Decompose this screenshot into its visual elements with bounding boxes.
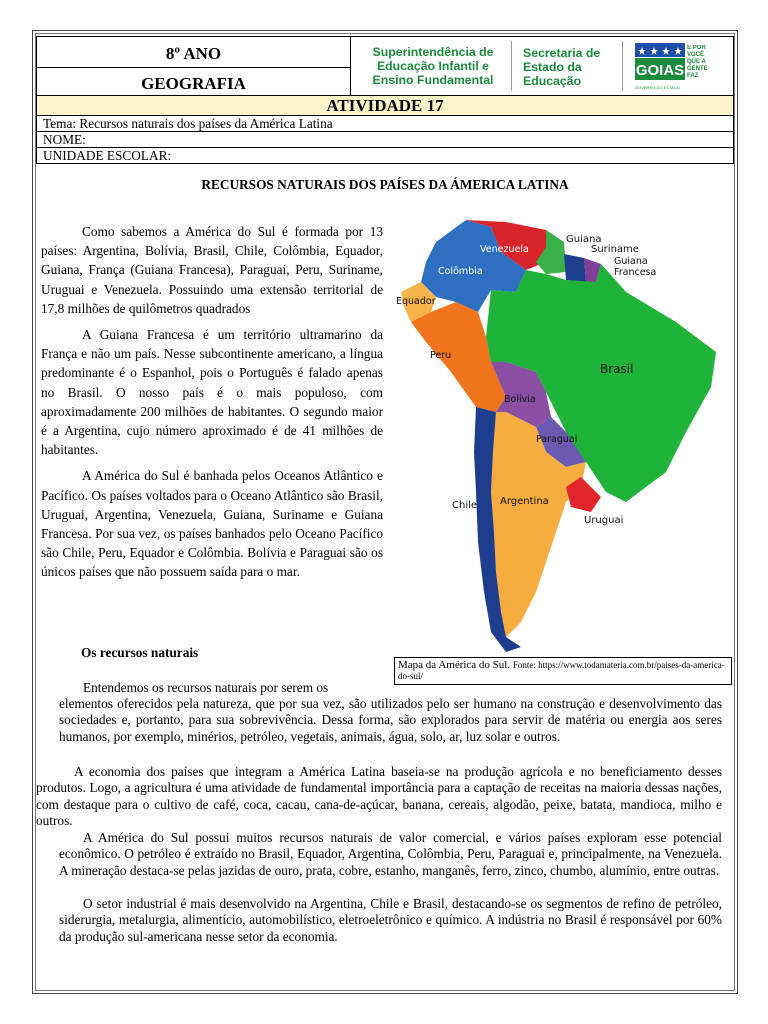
goias-sub: GOVERNO DO ESTADO bbox=[635, 85, 680, 90]
goias-slogan: É POR VOCÊ QUE A GENTE FAZ bbox=[687, 45, 708, 79]
map-label-paraguai: Paraguai bbox=[536, 434, 578, 445]
map-label-guiana: Guiana bbox=[566, 234, 602, 245]
goias-wordmark: GOIAS bbox=[635, 62, 685, 79]
paragraph-6: A América do Sul possui muitos recursos naturais de valor comercial, e vários países exploram esse potencial econômico. O petróleo é extraído no Brasil, Equador, Argentina, Colômbia, Peru, Paraguai e, principalmente, na Venezuela. A mineração destaca-se pelas jazidas de ouro, prata, cobre, estanho, manganês, ferro, zinco, chumbo, alumínio, entre outras. bbox=[59, 830, 722, 878]
map-label-equador: Equador bbox=[396, 296, 436, 307]
intro-column bbox=[41, 222, 383, 582]
document-title: RECURSOS NATURAIS DOS PAÍSES DA ÁMERICA LATINA bbox=[201, 177, 569, 192]
map-caption bbox=[394, 657, 732, 685]
map-label-bolivia: Bolívia bbox=[504, 394, 536, 405]
map-region-suriname bbox=[564, 254, 586, 282]
goias-logo bbox=[633, 41, 713, 93]
grade-label: 8º ANO bbox=[165, 44, 222, 63]
logo-separator bbox=[511, 41, 512, 91]
map-label-guiana-francesa-1: Guiana bbox=[614, 256, 648, 267]
paragraph-3: A América do Sul é banhada pelos Oceanos Atlântico e Pacífico. Os países voltados para o Oceano Atlântico são Brasil, Uruguai, Argentina, Venezuela, Guiana, Suriname e Guiana Francesa. Por sua vez, os países banhados pelo Oceano Pacífico são Chile, Peru, Equador e Colômbia. Bolívia e Paraguai são os únicos países que não possuem saída para o mar. bbox=[41, 468, 383, 580]
section-heading: Os recursos naturais bbox=[81, 645, 199, 660]
map-label-peru: Peru bbox=[430, 350, 452, 361]
map-caption-text: Mapa da América do Sul. bbox=[398, 659, 511, 671]
map-label-venezuela: Venezuela bbox=[480, 244, 529, 255]
map-label-colombia: Colômbia bbox=[438, 266, 483, 277]
superintendencia-logo: Superintendência de Educação Infantil e Ensino Fundamental bbox=[372, 45, 494, 87]
paragraph-4-start: Entendemos os recursos naturais por serem os bbox=[83, 680, 329, 695]
south-america-map bbox=[396, 212, 732, 656]
paragraph-5: A economia dos países que integram a América Latina baseia-se na produção agrícola e no beneficiamento desses produtos. Logo, a agricultura é uma atividade de fundamental importância para a captação de receitas na maioria dessas nações, com destaque para o cultivo de café, coca, cacau, cana-de-açúcar, banana, cereais, algodão, peixe, batata, mandioca, milho e outros. bbox=[36, 764, 722, 828]
subject-label: GEOGRAFIA bbox=[141, 74, 246, 93]
logo-separator bbox=[622, 41, 623, 91]
tema-field: Tema: Recursos naturais dos países da América Latina bbox=[36, 116, 734, 132]
paragraph-2: A Guiana Francesa é um território ultramarino da França e não um país. Nesse subcontinente americano, a língua predominante é o Espanhol, pois o Português é falado apenas no Brasil. O nosso país é o mais populoso, com aproximadamente 200 milhões de habitantes. O segundo maior é a Argentina, cujo número aproximado é de 41 milhões de habitantes. bbox=[41, 327, 383, 458]
map-label-argentina: Argentina bbox=[500, 496, 549, 507]
map-label-uruguai: Uruguai bbox=[584, 515, 624, 526]
map-label-brasil: Brasil bbox=[600, 362, 634, 376]
header-divider bbox=[37, 67, 350, 68]
map-source: Fonte: https://www.todamateria.com.br/paises-da-america-do-sul/ bbox=[398, 660, 725, 681]
map-label-guiana-francesa-2: Francesa bbox=[614, 267, 657, 278]
header-box bbox=[36, 36, 734, 96]
paragraph-4: elementos oferecidos pela natureza, que por sua vez, são utilizados pelo ser humano na construção e desenvolvimento das sociedades e, portanto, para sua sobrevivência. Dessa forma, são explorados para servir de matéria ou energia aos seres humanos, por exemplo, minérios, petróleo, vegetais, animais, água, solo, ar, luz solar e outros. bbox=[59, 696, 722, 744]
map-label-chile: Chile bbox=[452, 500, 478, 511]
paragraph-1: Como sabemos a América do Sul é formada por 13 países: Argentina, Bolívia, Brasil, Chile, Colômbia, Equador, Guiana, França (Guiana Francesa), Paraguai, Peru, Suriname, Uruguai e Venezuela. Possuindo uma extensão territorial de 17,8 milhões de quilômetros quadrados bbox=[41, 224, 383, 316]
secretaria-logo: Secretaria de Estado da Educação bbox=[523, 46, 601, 88]
paragraph-7: O setor industrial é mais desenvolvido na Argentina, Chile e Brasil, destacando-se os segmentos de refino de petróleo, siderurgia, metalurgia, alimentício, automobilístico, eletroeletrônico e químico. A indústria no Brasil é responsável por 60% da produção sul-americana nesse setor da economia. bbox=[59, 896, 722, 944]
nome-field: NOME: bbox=[36, 132, 734, 148]
map-label-suriname: Suriname bbox=[591, 244, 639, 255]
unidade-field: UNIDADE ESCOLAR: bbox=[36, 148, 734, 164]
activity-title: ATIVIDADE 17 bbox=[36, 96, 734, 116]
grade-subject-cell bbox=[37, 37, 351, 95]
